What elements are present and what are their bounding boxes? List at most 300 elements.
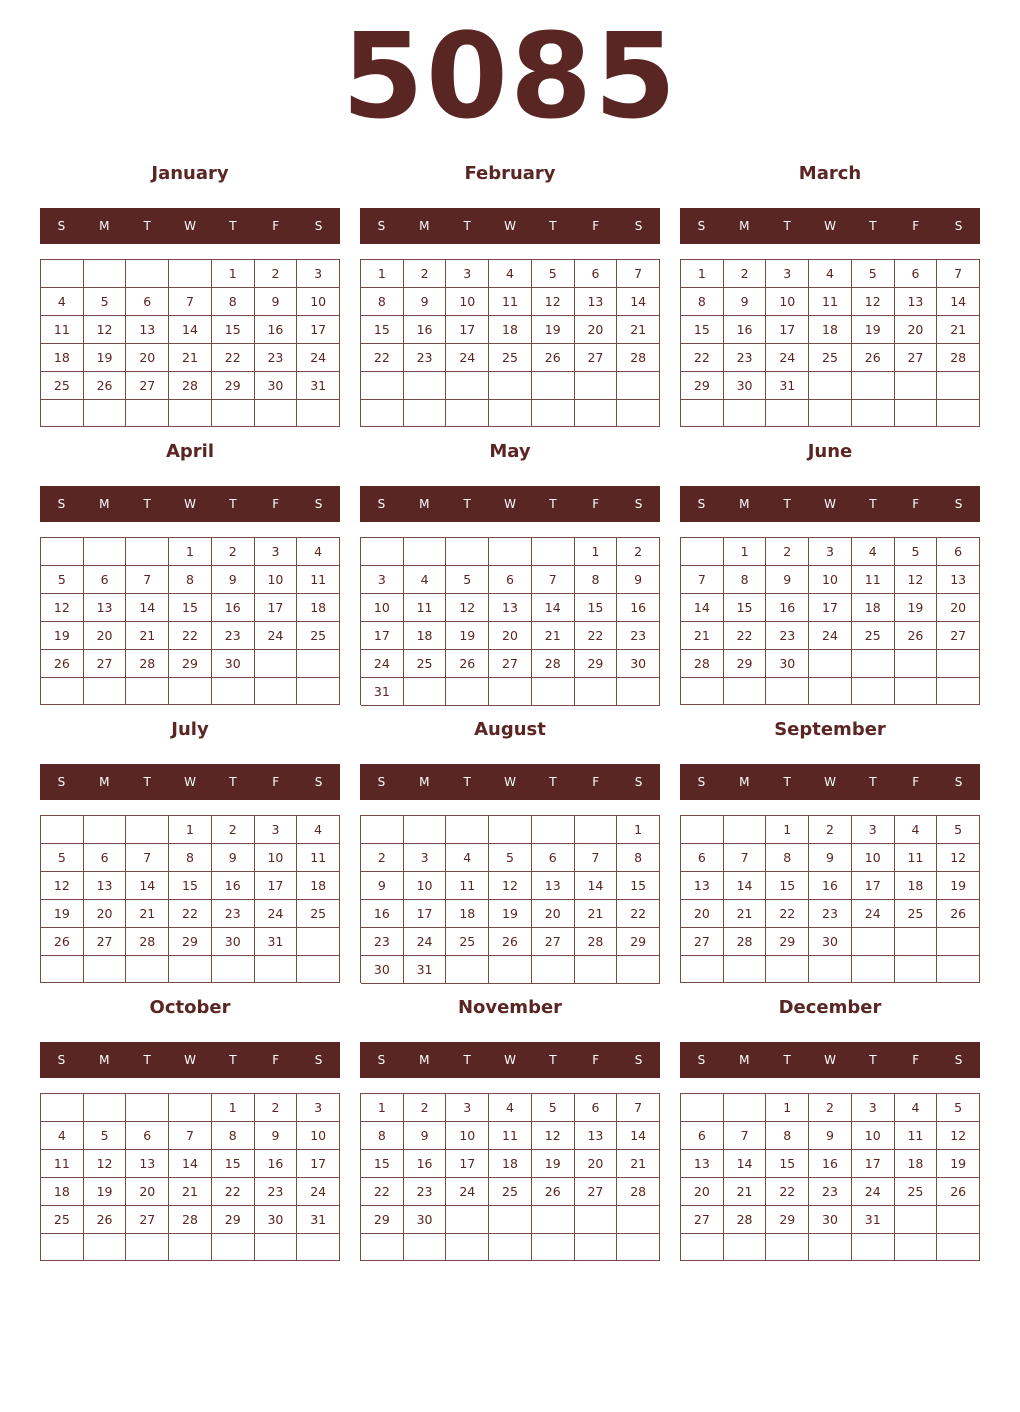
weekday-label: T xyxy=(143,775,151,789)
empty-day-cell xyxy=(852,372,895,400)
weekday-header xyxy=(40,764,340,800)
day-cell: 14 xyxy=(126,594,169,622)
day-cell: 22 xyxy=(575,622,618,650)
day-cell: 21 xyxy=(126,622,169,650)
day-cell: 19 xyxy=(84,344,127,372)
weekday-label: M xyxy=(739,775,750,789)
day-cell: 2 xyxy=(404,1094,447,1122)
day-grid xyxy=(40,1093,340,1261)
day-cell: 27 xyxy=(575,1178,618,1206)
day-cell: 22 xyxy=(361,1178,404,1206)
day-cell: 21 xyxy=(532,622,575,650)
day-cell: 20 xyxy=(681,900,724,928)
day-cell: 8 xyxy=(169,844,212,872)
day-cell: 9 xyxy=(404,1122,447,1150)
empty-day-cell xyxy=(937,372,980,400)
weekday-label: S xyxy=(314,775,323,789)
day-cell: 30 xyxy=(212,650,255,678)
day-cell: 17 xyxy=(446,316,489,344)
day-cell: 20 xyxy=(489,622,532,650)
empty-day-cell xyxy=(404,1234,447,1261)
day-cell: 29 xyxy=(766,928,809,956)
day-cell: 8 xyxy=(212,288,255,316)
day-cell: 31 xyxy=(852,1206,895,1234)
day-cell: 11 xyxy=(41,1150,84,1178)
empty-day-cell xyxy=(937,1206,980,1234)
weekday-label: T xyxy=(143,1053,151,1067)
weekday-header xyxy=(680,1042,980,1078)
day-cell: 25 xyxy=(404,650,447,678)
day-cell: 18 xyxy=(809,316,852,344)
day-cell: 17 xyxy=(446,1150,489,1178)
weekday-label: T xyxy=(229,1053,237,1067)
weekday-label: T xyxy=(143,497,151,511)
day-cell: 11 xyxy=(895,844,938,872)
day-cell: 7 xyxy=(617,260,660,288)
day-cell: 25 xyxy=(446,928,489,956)
empty-day-cell xyxy=(126,400,169,427)
empty-day-cell xyxy=(446,956,489,984)
day-cell: 26 xyxy=(84,1206,127,1234)
day-cell: 16 xyxy=(212,594,255,622)
day-cell: 15 xyxy=(575,594,618,622)
day-cell: 29 xyxy=(212,1206,255,1234)
day-cell: 26 xyxy=(937,900,980,928)
day-cell: 28 xyxy=(169,372,212,400)
month-name: August xyxy=(474,719,546,740)
weekday-label: S xyxy=(57,775,66,789)
weekday-label: T xyxy=(463,1053,471,1067)
day-cell: 4 xyxy=(895,816,938,844)
day-cell: 10 xyxy=(852,844,895,872)
day-cell: 12 xyxy=(41,872,84,900)
day-cell: 9 xyxy=(809,844,852,872)
empty-day-cell xyxy=(84,538,127,566)
day-cell: 10 xyxy=(297,288,340,316)
empty-day-cell xyxy=(937,678,980,705)
weekday-label: M xyxy=(419,1053,430,1067)
day-cell: 25 xyxy=(489,1178,532,1206)
day-cell: 19 xyxy=(532,1150,575,1178)
day-cell: 13 xyxy=(489,594,532,622)
day-cell: 13 xyxy=(575,288,618,316)
empty-day-cell xyxy=(255,650,298,678)
day-cell: 29 xyxy=(575,650,618,678)
day-cell: 17 xyxy=(852,872,895,900)
empty-day-cell xyxy=(809,400,852,427)
day-cell: 8 xyxy=(169,566,212,594)
weekday-label: M xyxy=(99,1053,110,1067)
empty-day-cell xyxy=(852,928,895,956)
day-cell: 10 xyxy=(766,288,809,316)
weekday-label: T xyxy=(869,497,877,511)
day-cell: 26 xyxy=(41,928,84,956)
day-cell: 5 xyxy=(489,844,532,872)
day-cell: 8 xyxy=(766,1122,809,1150)
day-cell: 4 xyxy=(489,1094,532,1122)
day-cell: 1 xyxy=(212,1094,255,1122)
day-cell: 18 xyxy=(41,1178,84,1206)
day-cell: 29 xyxy=(724,650,767,678)
weekday-label: M xyxy=(99,775,110,789)
empty-day-cell xyxy=(446,816,489,844)
weekday-header xyxy=(360,208,660,244)
empty-day-cell xyxy=(681,400,724,427)
day-cell: 3 xyxy=(446,260,489,288)
day-cell: 15 xyxy=(361,316,404,344)
day-grid xyxy=(680,815,980,983)
day-cell: 5 xyxy=(532,1094,575,1122)
weekday-label: F xyxy=(592,1053,600,1067)
weekday-label: S xyxy=(697,775,706,789)
day-cell: 5 xyxy=(84,1122,127,1150)
day-cell: 8 xyxy=(212,1122,255,1150)
day-cell: 7 xyxy=(575,844,618,872)
weekday-label: T xyxy=(463,497,471,511)
day-cell: 28 xyxy=(126,928,169,956)
empty-day-cell xyxy=(361,400,404,428)
day-cell: 27 xyxy=(532,928,575,956)
day-cell: 7 xyxy=(532,566,575,594)
day-cell: 14 xyxy=(575,872,618,900)
weekday-label: S xyxy=(634,775,643,789)
day-cell: 28 xyxy=(724,928,767,956)
day-cell: 28 xyxy=(617,344,660,372)
weekday-label: T xyxy=(143,219,151,233)
day-cell: 31 xyxy=(297,1206,340,1234)
empty-day-cell xyxy=(361,1234,404,1261)
weekday-label: F xyxy=(272,1053,280,1067)
day-cell: 1 xyxy=(575,538,618,566)
day-cell: 18 xyxy=(297,872,340,900)
empty-day-cell xyxy=(41,400,84,427)
day-cell: 23 xyxy=(809,1178,852,1206)
empty-day-cell xyxy=(937,650,980,678)
day-cell: 19 xyxy=(532,316,575,344)
day-cell: 3 xyxy=(852,1094,895,1122)
day-cell: 6 xyxy=(681,1122,724,1150)
weekday-label: T xyxy=(463,219,471,233)
empty-day-cell xyxy=(895,372,938,400)
day-cell: 24 xyxy=(404,928,447,956)
day-cell: 3 xyxy=(404,844,447,872)
day-cell: 26 xyxy=(84,372,127,400)
weekday-label: S xyxy=(954,497,963,511)
day-cell: 16 xyxy=(724,316,767,344)
empty-day-cell xyxy=(489,816,532,844)
day-cell: 24 xyxy=(361,650,404,678)
day-cell: 2 xyxy=(766,538,809,566)
weekday-header xyxy=(40,1042,340,1078)
day-cell: 24 xyxy=(297,344,340,372)
weekday-label: F xyxy=(592,497,600,511)
day-cell: 24 xyxy=(446,1178,489,1206)
empty-day-cell xyxy=(84,400,127,427)
day-cell: 27 xyxy=(937,622,980,650)
empty-day-cell xyxy=(681,678,724,705)
day-cell: 6 xyxy=(532,844,575,872)
day-cell: 29 xyxy=(169,928,212,956)
day-cell: 2 xyxy=(212,816,255,844)
day-cell: 21 xyxy=(617,316,660,344)
empty-day-cell xyxy=(617,400,660,428)
day-cell: 22 xyxy=(724,622,767,650)
day-cell: 2 xyxy=(255,260,298,288)
empty-day-cell xyxy=(532,538,575,566)
weekday-label: W xyxy=(184,497,196,511)
day-cell: 7 xyxy=(126,566,169,594)
day-cell: 20 xyxy=(937,594,980,622)
day-cell: 30 xyxy=(809,1206,852,1234)
weekday-label: T xyxy=(463,775,471,789)
day-cell: 26 xyxy=(532,344,575,372)
day-cell: 9 xyxy=(766,566,809,594)
day-cell: 17 xyxy=(297,316,340,344)
day-cell: 23 xyxy=(212,900,255,928)
day-cell: 12 xyxy=(84,316,127,344)
empty-day-cell xyxy=(895,1206,938,1234)
month-name: April xyxy=(165,441,215,462)
empty-day-cell xyxy=(724,678,767,705)
day-cell: 4 xyxy=(404,566,447,594)
day-cell: 14 xyxy=(532,594,575,622)
day-cell: 14 xyxy=(681,594,724,622)
empty-day-cell xyxy=(489,538,532,566)
day-cell: 7 xyxy=(937,260,980,288)
empty-day-cell xyxy=(404,816,447,844)
empty-day-cell xyxy=(575,678,618,706)
day-cell: 26 xyxy=(937,1178,980,1206)
day-cell: 6 xyxy=(575,1094,618,1122)
day-cell: 17 xyxy=(361,622,404,650)
day-cell: 19 xyxy=(937,1150,980,1178)
day-cell: 19 xyxy=(937,872,980,900)
day-cell: 2 xyxy=(361,844,404,872)
day-cell: 4 xyxy=(489,260,532,288)
day-cell: 25 xyxy=(41,372,84,400)
day-cell: 11 xyxy=(297,566,340,594)
day-cell: 7 xyxy=(169,1122,212,1150)
day-cell: 9 xyxy=(809,1122,852,1150)
empty-day-cell xyxy=(617,1234,660,1261)
day-cell: 21 xyxy=(617,1150,660,1178)
day-cell: 11 xyxy=(297,844,340,872)
empty-day-cell xyxy=(852,956,895,983)
weekday-label: T xyxy=(229,775,237,789)
day-cell: 19 xyxy=(446,622,489,650)
day-cell: 25 xyxy=(852,622,895,650)
day-cell: 9 xyxy=(212,844,255,872)
weekday-label: F xyxy=(912,775,920,789)
day-cell: 14 xyxy=(126,872,169,900)
day-cell: 13 xyxy=(681,872,724,900)
weekday-label: M xyxy=(419,497,430,511)
day-cell: 18 xyxy=(489,316,532,344)
day-cell: 6 xyxy=(575,260,618,288)
empty-day-cell xyxy=(532,816,575,844)
empty-day-cell xyxy=(169,956,212,983)
day-cell: 14 xyxy=(617,288,660,316)
day-cell: 12 xyxy=(532,288,575,316)
day-cell: 30 xyxy=(212,928,255,956)
day-cell: 16 xyxy=(809,1150,852,1178)
day-cell: 27 xyxy=(84,928,127,956)
day-cell: 15 xyxy=(766,872,809,900)
empty-day-cell xyxy=(937,400,980,427)
day-cell: 5 xyxy=(895,538,938,566)
day-cell: 15 xyxy=(724,594,767,622)
empty-day-cell xyxy=(212,678,255,705)
day-cell: 30 xyxy=(809,928,852,956)
day-cell: 11 xyxy=(446,872,489,900)
day-cell: 28 xyxy=(169,1206,212,1234)
day-cell: 28 xyxy=(937,344,980,372)
day-cell: 4 xyxy=(41,1122,84,1150)
weekday-label: S xyxy=(377,219,386,233)
empty-day-cell xyxy=(126,956,169,983)
day-cell: 3 xyxy=(255,538,298,566)
day-cell: 25 xyxy=(895,1178,938,1206)
day-cell: 22 xyxy=(766,900,809,928)
day-cell: 28 xyxy=(532,650,575,678)
day-cell: 1 xyxy=(766,816,809,844)
month-name: February xyxy=(464,163,556,184)
day-cell: 27 xyxy=(126,372,169,400)
day-cell: 24 xyxy=(809,622,852,650)
day-cell: 21 xyxy=(724,1178,767,1206)
empty-day-cell xyxy=(532,956,575,984)
day-cell: 23 xyxy=(724,344,767,372)
day-cell: 11 xyxy=(489,288,532,316)
day-cell: 14 xyxy=(724,872,767,900)
day-cell: 11 xyxy=(895,1122,938,1150)
day-cell: 3 xyxy=(766,260,809,288)
empty-day-cell xyxy=(212,400,255,427)
empty-day-cell xyxy=(895,678,938,705)
day-cell: 17 xyxy=(255,872,298,900)
weekday-label: T xyxy=(549,775,557,789)
day-cell: 30 xyxy=(255,1206,298,1234)
day-cell: 29 xyxy=(169,650,212,678)
day-cell: 31 xyxy=(361,678,404,706)
day-cell: 4 xyxy=(852,538,895,566)
day-cell: 13 xyxy=(681,1150,724,1178)
empty-day-cell xyxy=(169,678,212,705)
day-cell: 6 xyxy=(126,1122,169,1150)
day-cell: 23 xyxy=(766,622,809,650)
day-cell: 5 xyxy=(446,566,489,594)
day-cell: 27 xyxy=(681,928,724,956)
day-cell: 21 xyxy=(169,344,212,372)
empty-day-cell xyxy=(255,956,298,983)
weekday-label: S xyxy=(57,1053,66,1067)
day-cell: 13 xyxy=(126,316,169,344)
day-cell: 20 xyxy=(126,1178,169,1206)
weekday-label: F xyxy=(272,775,280,789)
day-cell: 19 xyxy=(489,900,532,928)
day-grid xyxy=(360,815,660,983)
empty-day-cell xyxy=(126,1094,169,1122)
empty-day-cell xyxy=(489,400,532,428)
day-cell: 21 xyxy=(724,900,767,928)
weekday-label: T xyxy=(783,497,791,511)
weekday-label: M xyxy=(419,219,430,233)
empty-day-cell xyxy=(446,678,489,706)
empty-day-cell xyxy=(297,650,340,678)
weekday-label: M xyxy=(739,219,750,233)
weekday-label: F xyxy=(912,219,920,233)
empty-day-cell xyxy=(404,400,447,428)
weekday-label: M xyxy=(99,219,110,233)
empty-day-cell xyxy=(41,678,84,705)
day-cell: 31 xyxy=(766,372,809,400)
weekday-label: M xyxy=(99,497,110,511)
weekday-label: W xyxy=(504,497,516,511)
weekday-label: S xyxy=(314,1053,323,1067)
weekday-label: W xyxy=(184,219,196,233)
day-cell: 9 xyxy=(361,872,404,900)
empty-day-cell xyxy=(532,372,575,400)
empty-day-cell xyxy=(724,1094,767,1122)
empty-day-cell xyxy=(84,816,127,844)
weekday-label: T xyxy=(783,219,791,233)
day-cell: 6 xyxy=(895,260,938,288)
day-cell: 12 xyxy=(489,872,532,900)
empty-day-cell xyxy=(617,1206,660,1234)
day-cell: 10 xyxy=(255,566,298,594)
empty-day-cell xyxy=(852,678,895,705)
day-cell: 30 xyxy=(255,372,298,400)
empty-day-cell xyxy=(681,816,724,844)
day-cell: 21 xyxy=(681,622,724,650)
weekday-header xyxy=(360,764,660,800)
day-grid xyxy=(360,537,660,705)
day-cell: 1 xyxy=(724,538,767,566)
weekday-label: S xyxy=(314,219,323,233)
day-grid xyxy=(360,259,660,427)
empty-day-cell xyxy=(937,956,980,983)
weekday-label: F xyxy=(592,219,600,233)
day-cell: 5 xyxy=(41,844,84,872)
day-cell: 8 xyxy=(724,566,767,594)
empty-day-cell xyxy=(895,1234,938,1261)
day-cell: 31 xyxy=(255,928,298,956)
month-name: May xyxy=(489,441,531,462)
day-cell: 9 xyxy=(404,288,447,316)
day-cell: 5 xyxy=(937,816,980,844)
day-cell: 10 xyxy=(852,1122,895,1150)
day-cell: 8 xyxy=(361,288,404,316)
day-cell: 27 xyxy=(126,1206,169,1234)
day-cell: 15 xyxy=(212,316,255,344)
day-cell: 19 xyxy=(41,622,84,650)
day-cell: 3 xyxy=(297,260,340,288)
weekday-label: W xyxy=(504,775,516,789)
month-may xyxy=(360,440,660,710)
empty-day-cell xyxy=(809,372,852,400)
empty-day-cell xyxy=(766,956,809,983)
day-cell: 23 xyxy=(255,1178,298,1206)
day-cell: 26 xyxy=(852,344,895,372)
day-cell: 29 xyxy=(681,372,724,400)
day-cell: 11 xyxy=(404,594,447,622)
empty-day-cell xyxy=(766,678,809,705)
day-cell: 1 xyxy=(169,816,212,844)
day-cell: 22 xyxy=(766,1178,809,1206)
day-cell: 5 xyxy=(532,260,575,288)
day-cell: 29 xyxy=(766,1206,809,1234)
empty-day-cell xyxy=(937,1234,980,1261)
